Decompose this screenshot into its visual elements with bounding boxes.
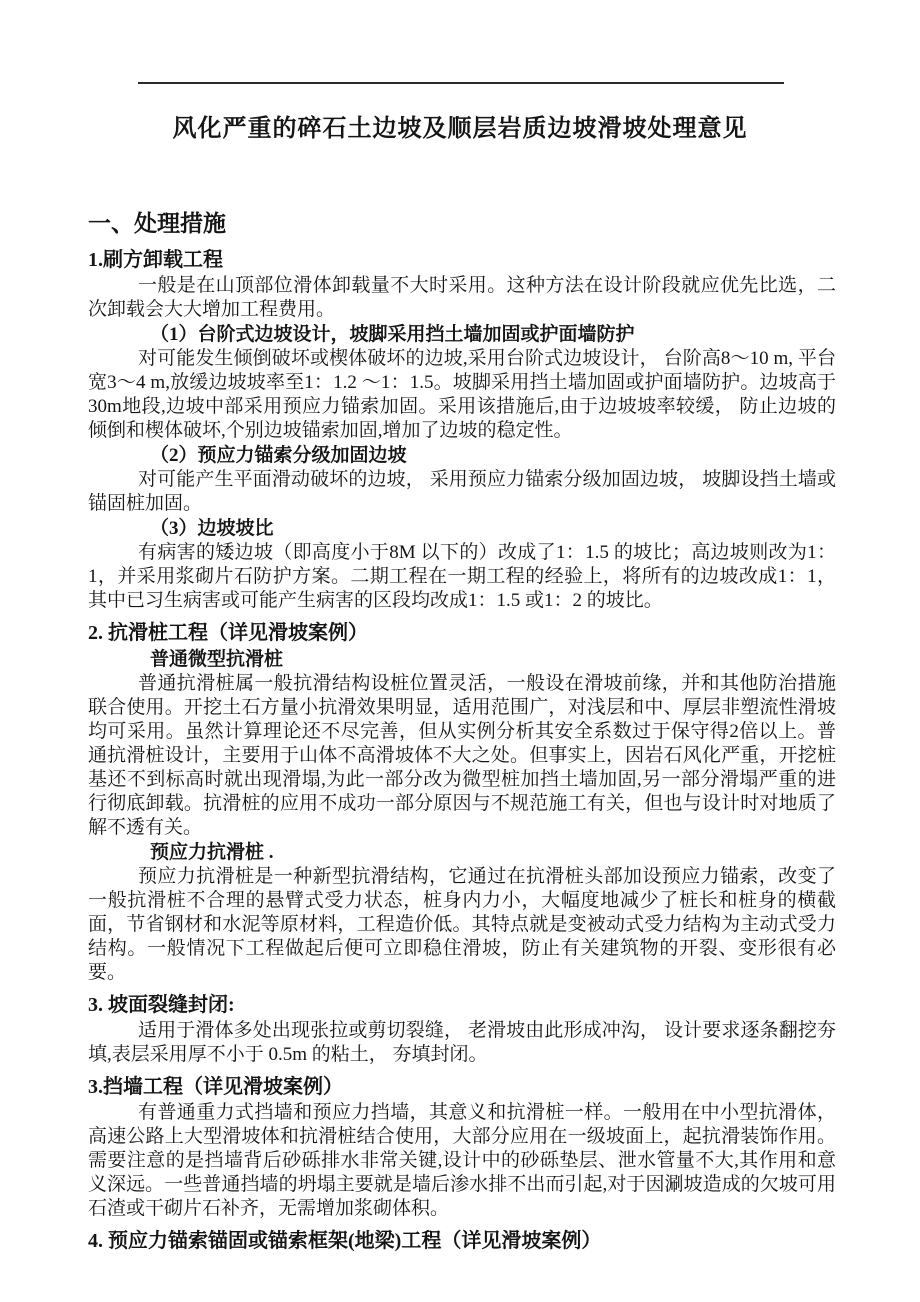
heading-3b-retaining-wall: 3.挡墙工程（详见滑坡案例）: [88, 1076, 343, 1098]
heading-1-cut-unloading: 1.刷方卸载工程: [88, 249, 223, 271]
para-crack-sealing: 适用于滑体多处出现张拉或剪切裂缝， 老滑坡由此形成冲沟， 设计要求逐条翻挖夯填,表层采用厚不小于 0.5m 的粘土， 夯填封闭。: [88, 1020, 836, 1065]
para-ordinary-micro-pile: 普通抗滑桩属一般抗滑结构设桩位置灵活，一般设在滑坡前缘，并和其他防治措施联合使用。开挖土石方量小抗滑效果明显，适用范围广，对浅层和中、厚层非塑流性滑坡均可采用。虽然计算理论还不尽完善，但从实例分析其安全系数过于保守得2倍以上。普通抗滑桩设计，主要用于山体不高滑坡体不大之处。但事实上，因岩石风化严重，开挖桩基还不到标高时就出现滑塌,为此一部分改为微型桩加挡土墙加固,另一部分滑塌严重的进行彻底卸载。抗滑桩的应用不成功一部分原因与不规范施工有关，但也与设计时对地质了解不透有关。: [88, 673, 836, 838]
header-rule: [138, 82, 784, 84]
subheading-anchor-cable-grading: （2）预应力锚索分级加固边坡: [150, 445, 407, 466]
section-heading-treatment-measures: 一、处理措施: [88, 211, 226, 236]
subheading-ordinary-micro-pile: 普通微型抗滑桩: [150, 649, 284, 670]
subheading-stepped-slope-design: （1）台阶式边坡设计，坡脚采用挡土墙加固或护面墙防护: [150, 324, 635, 345]
subheading-slope-ratio: （3）边坡坡比: [150, 518, 274, 539]
heading-4-anchor-cable-frame: 4. 预应力锚索锚固或锚索框架(地梁)工程（详见滑坡案例）: [88, 1230, 602, 1252]
para-slope-ratio: 有病害的矮边坡（即高度小于8M 以下的）改成了1：1.5 的坡比；高边坡则改为1：1，并采用浆砌片石防护方案。二期工程在一期工程的经验上，将所有的边坡改成1：1，其中已习生病害或可能产生病害的区段均改成1：1.5 或1：2 的坡比。: [88, 542, 836, 611]
para-retaining-wall: 有普通重力式挡墙和预应力挡墙，其意义和抗滑桩一样。一般用在中小型抗滑体，高速公路上大型滑坡体和抗滑桩结合使用，大部分应用在一级坡面上，起抗滑装饰作用。需要注意的是挡墙背后砂砾排水非常关键,设计中的砂砾垫层、泄水管量不大,其作用和意义深远。一些普通挡墙的坍塌主要就是墙后渗水排不出而引起,对于因涮坡造成的欠坡可用石渣或干砌片石补齐，无需增加浆砌体积。: [88, 1102, 836, 1219]
heading-2-anti-slide-pile: 2. 抗滑桩工程（详见滑坡案例）: [88, 622, 368, 644]
document-body: [88, 208, 836, 1255]
para-anchor-cable-grading: 对可能产生平面滑动破坏的边坡， 采用预应力锚索分级加固边坡， 坡脚设挡土墙或锚固桩加固。: [88, 469, 836, 514]
document-title: 风化严重的碎石土边坡及顺层岩质边坡滑坡处理意见: [172, 116, 748, 142]
subheading-prestressed-pile: 预应力抗滑桩 .: [150, 842, 274, 863]
para-cut-unloading: 一般是在山顶部位滑体卸载量不大时采用。这种方法在设计阶段就应优先比选，二次卸载会大大增加工程费用。: [88, 275, 836, 320]
para-prestressed-pile: 预应力抗滑桩是一种新型抗滑结构，它通过在抗滑桩头部加设预应力锚索，改变了一般抗滑桩不合理的悬臂式受力状态，桩身内力小，大幅度地减少了桩长和桩身的横截面，节省钢材和水泥等原材料，工程造价低。其特点就是变被动式受力结构为主动式受力结构。一般情况下工程做起后便可立即稳住滑坡，防止有关建筑物的开裂、变形很有必要。: [88, 866, 836, 983]
heading-3-crack-sealing: 3. 坡面裂缝封闭:: [88, 994, 235, 1016]
para-stepped-slope-design: 对可能发生倾倒破坏或楔体破坏的边坡,采用台阶式边坡设计， 台阶高8～10 m, 平台宽3～4 m,放缓边坡坡率至1：1.2 ～1：1.5。坡脚采用挡土墙加固或护面墙防护。边坡高于30m地段,边坡中部采用预应力锚索加固。采用该措施后,由于边坡坡率较缓， 防止边坡的倾倒和楔体破坏,个别边坡锚索加固,增加了边坡的稳定性。: [88, 348, 836, 441]
